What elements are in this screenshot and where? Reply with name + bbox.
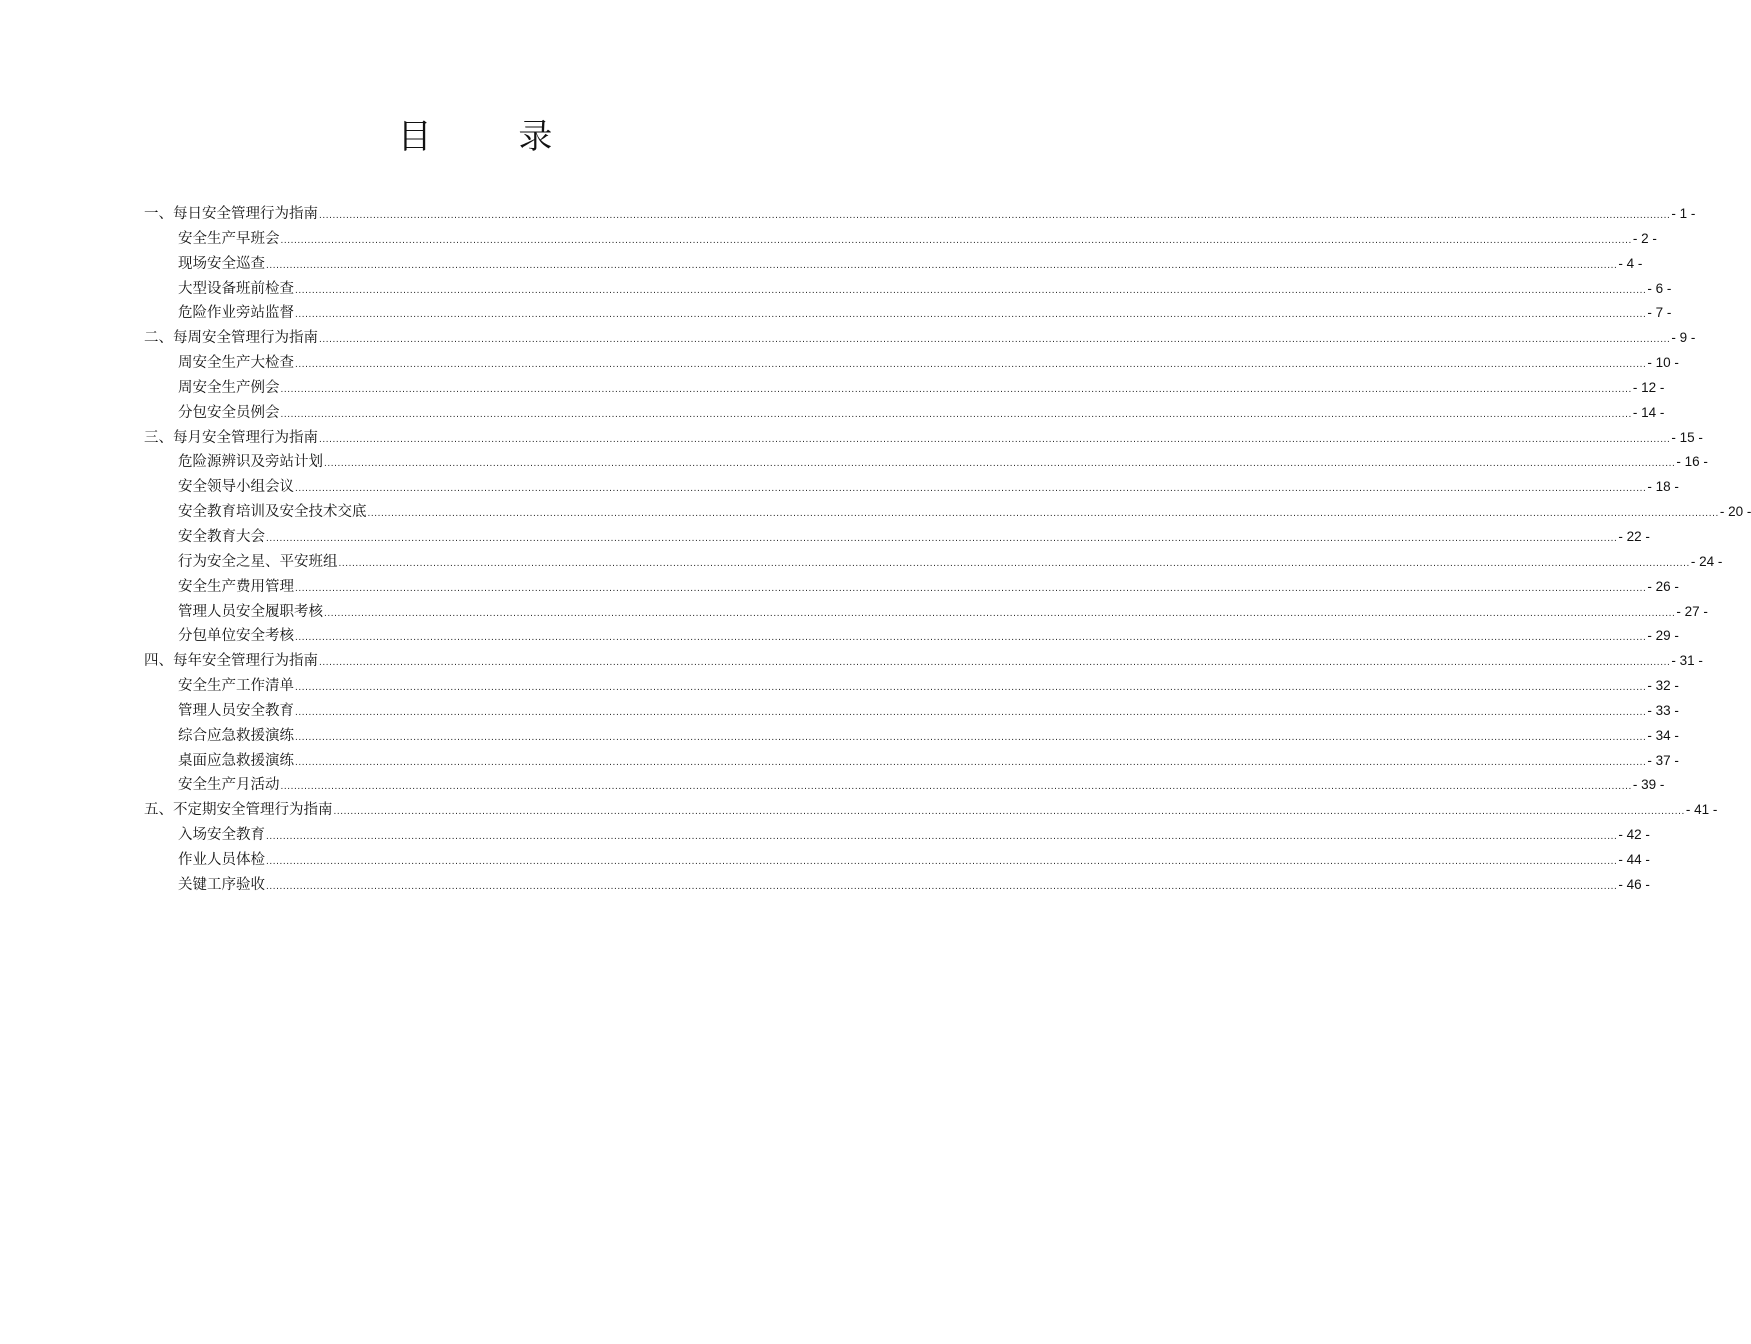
- toc-entry-label: 分包单位安全考核: [178, 628, 294, 645]
- toc-section-entry[interactable]: [144, 823, 1650, 848]
- toc-dot-leader: ................................................................................................................................................................................................................................................................................................................................................................................................................: [266, 532, 1618, 544]
- toc-entry-label: 管理人员安全教育: [178, 702, 294, 719]
- toc-entry-label: 管理人员安全履职考核: [178, 603, 323, 620]
- toc-chapter-entry[interactable]: [144, 202, 1696, 227]
- toc-dot-leader: ................................................................................................................................................................................................................................................................................................................................................................................................................: [295, 731, 1647, 743]
- toc-entry-label: 行为安全之星、平安班组: [178, 553, 338, 570]
- toc-entry-label: 安全生产早班会: [178, 230, 280, 247]
- toc-dot-leader: ................................................................................................................................................................................................................................................................................................................................................................................................................: [266, 880, 1618, 892]
- page-title: 目 录: [397, 117, 591, 157]
- toc-entry-label: 关键工序验收: [178, 876, 265, 893]
- toc-section-entry[interactable]: [144, 376, 1665, 401]
- toc-dot-leader: ................................................................................................................................................................................................................................................................................................................................................................................................................: [295, 632, 1647, 644]
- toc-entry-label: 四、每年安全管理行为指南: [144, 653, 318, 670]
- toc-entry-label: 安全生产费用管理: [178, 578, 294, 595]
- toc-chapter-entry[interactable]: [144, 798, 1718, 823]
- toc-page-number: - 34 -: [1647, 727, 1679, 743]
- toc-dot-leader: ................................................................................................................................................................................................................................................................................................................................................................................................................: [280, 781, 1632, 793]
- toc-dot-leader: ................................................................................................................................................................................................................................................................................................................................................................................................................: [295, 682, 1647, 694]
- toc-section-entry[interactable]: [144, 475, 1679, 500]
- toc-dot-leader: ................................................................................................................................................................................................................................................................................................................................................................................................................: [367, 508, 1719, 520]
- toc-page-number: - 41 -: [1685, 802, 1718, 818]
- toc-entry-label: 周安全生产例会: [178, 379, 280, 396]
- toc-entry-label: 安全教育培训及安全技术交底: [178, 504, 367, 521]
- toc-dot-leader: ................................................................................................................................................................................................................................................................................................................................................................................................................: [295, 756, 1647, 768]
- toc-page-number: - 7 -: [1647, 305, 1672, 321]
- toc-entry-label: 入场安全教育: [178, 827, 265, 844]
- toc-page-number: - 14 -: [1632, 404, 1665, 420]
- toc-section-entry[interactable]: [144, 749, 1679, 774]
- toc-dot-leader: ................................................................................................................................................................................................................................................................................................................................................................................................................: [324, 607, 1676, 619]
- toc-entry-label: 危险作业旁站监督: [178, 305, 294, 322]
- toc-section-entry[interactable]: [144, 624, 1679, 649]
- toc-entry-label: 周安全生产大检查: [178, 355, 294, 372]
- toc-page-number: - 4 -: [1618, 255, 1643, 271]
- toc-section-entry[interactable]: [144, 674, 1679, 699]
- toc-dot-leader: ................................................................................................................................................................................................................................................................................................................................................................................................................: [295, 309, 1647, 321]
- toc-page-number: - 20 -: [1719, 504, 1751, 520]
- toc-page-number: - 6 -: [1647, 280, 1672, 296]
- toc-dot-leader: ................................................................................................................................................................................................................................................................................................................................................................................................................: [295, 483, 1647, 495]
- toc-section-entry[interactable]: [144, 401, 1665, 426]
- toc-dot-leader: ................................................................................................................................................................................................................................................................................................................................................................................................................: [319, 334, 1671, 346]
- toc-section-entry[interactable]: [144, 252, 1643, 277]
- toc-entry-label: 安全领导小组会议: [178, 479, 294, 496]
- toc-entry-label: 三、每月安全管理行为指南: [144, 429, 318, 446]
- toc-dot-leader: ................................................................................................................................................................................................................................................................................................................................................................................................................: [324, 458, 1676, 470]
- toc-section-entry[interactable]: [144, 525, 1650, 550]
- toc-entry-label: 作业人员体检: [178, 851, 265, 868]
- toc-dot-leader: ................................................................................................................................................................................................................................................................................................................................................................................................................: [319, 433, 1671, 445]
- toc-section-entry[interactable]: [144, 575, 1679, 600]
- toc-section-entry[interactable]: [144, 873, 1650, 898]
- table-of-contents: [144, 202, 1751, 898]
- toc-entry-label: 综合应急救援演练: [178, 727, 294, 744]
- toc-entry-label: 五、不定期安全管理行为指南: [144, 802, 333, 819]
- toc-section-entry[interactable]: [144, 600, 1708, 625]
- toc-entry-label: 安全教育大会: [178, 528, 265, 545]
- toc-page-number: - 37 -: [1647, 752, 1679, 768]
- toc-chapter-entry[interactable]: [144, 326, 1696, 351]
- toc-section-entry[interactable]: [144, 301, 1672, 326]
- toc-dot-leader: ................................................................................................................................................................................................................................................................................................................................................................................................................: [266, 855, 1618, 867]
- toc-entry-label: 大型设备班前检查: [178, 280, 294, 297]
- toc-page-number: - 27 -: [1676, 603, 1708, 619]
- toc-entry-label: 危险源辨识及旁站计划: [178, 454, 323, 471]
- toc-page-number: - 46 -: [1618, 876, 1650, 892]
- toc-section-entry[interactable]: [144, 773, 1665, 798]
- toc-dot-leader: ................................................................................................................................................................................................................................................................................................................................................................................................................: [338, 557, 1690, 569]
- toc-page-number: - 32 -: [1647, 678, 1679, 694]
- toc-dot-leader: ................................................................................................................................................................................................................................................................................................................................................................................................................: [319, 210, 1671, 221]
- toc-entry-label: 安全生产工作清单: [178, 678, 294, 695]
- toc-page-number: - 26 -: [1647, 578, 1679, 594]
- toc-dot-leader: ................................................................................................................................................................................................................................................................................................................................................................................................................: [280, 234, 1632, 246]
- toc-page-number: - 9 -: [1671, 330, 1696, 346]
- toc-section-entry[interactable]: [144, 724, 1679, 749]
- toc-dot-leader: ................................................................................................................................................................................................................................................................................................................................................................................................................: [333, 806, 1685, 818]
- toc-page-number: - 24 -: [1690, 553, 1723, 569]
- toc-dot-leader: ................................................................................................................................................................................................................................................................................................................................................................................................................: [266, 259, 1618, 271]
- toc-chapter-entry[interactable]: [144, 649, 1703, 674]
- toc-page-number: - 42 -: [1618, 827, 1650, 843]
- toc-section-entry[interactable]: [144, 699, 1679, 724]
- toc-page-number: - 12 -: [1632, 379, 1665, 395]
- toc-page-number: - 16 -: [1676, 454, 1708, 470]
- toc-dot-leader: ................................................................................................................................................................................................................................................................................................................................................................................................................: [295, 284, 1647, 296]
- toc-section-entry[interactable]: [144, 277, 1672, 302]
- toc-section-entry[interactable]: [144, 351, 1679, 376]
- toc-entry-label: 安全生产月活动: [178, 777, 280, 794]
- toc-dot-leader: ................................................................................................................................................................................................................................................................................................................................................................................................................: [280, 408, 1632, 420]
- toc-page-number: - 18 -: [1647, 479, 1679, 495]
- toc-section-entry[interactable]: [144, 848, 1650, 873]
- toc-page-number: - 29 -: [1647, 628, 1679, 644]
- toc-dot-leader: ................................................................................................................................................................................................................................................................................................................................................................................................................: [280, 383, 1632, 395]
- toc-entry-label: 二、每周安全管理行为指南: [144, 330, 318, 347]
- toc-page-number: - 39 -: [1632, 777, 1665, 793]
- toc-chapter-entry[interactable]: [144, 426, 1703, 451]
- toc-entry-label: 桌面应急救援演练: [178, 752, 294, 769]
- toc-page-number: - 2 -: [1632, 230, 1657, 246]
- toc-page-number: - 15 -: [1671, 429, 1703, 445]
- toc-entry-label: 一、每日安全管理行为指南: [144, 206, 318, 222]
- toc-page-number: - 33 -: [1647, 702, 1679, 718]
- toc-section-entry[interactable]: [144, 227, 1657, 252]
- toc-dot-leader: ................................................................................................................................................................................................................................................................................................................................................................................................................: [295, 706, 1647, 718]
- toc-dot-leader: ................................................................................................................................................................................................................................................................................................................................................................................................................: [319, 657, 1671, 669]
- toc-page-number: - 22 -: [1618, 528, 1650, 544]
- toc-dot-leader: ................................................................................................................................................................................................................................................................................................................................................................................................................: [295, 359, 1647, 371]
- toc-page-number: - 1 -: [1671, 206, 1696, 221]
- toc-dot-leader: ................................................................................................................................................................................................................................................................................................................................................................................................................: [295, 582, 1647, 594]
- toc-page-number: - 44 -: [1618, 851, 1650, 867]
- toc-section-entry[interactable]: [144, 450, 1708, 475]
- toc-dot-leader: ................................................................................................................................................................................................................................................................................................................................................................................................................: [266, 831, 1618, 843]
- toc-page-number: - 31 -: [1671, 653, 1703, 669]
- toc-entry-label: 现场安全巡查: [178, 255, 265, 272]
- toc-section-entry[interactable]: [144, 550, 1723, 575]
- toc-page-number: - 10 -: [1647, 355, 1679, 371]
- toc-entry-label: 分包安全员例会: [178, 404, 280, 421]
- toc-section-entry[interactable]: [144, 500, 1751, 525]
